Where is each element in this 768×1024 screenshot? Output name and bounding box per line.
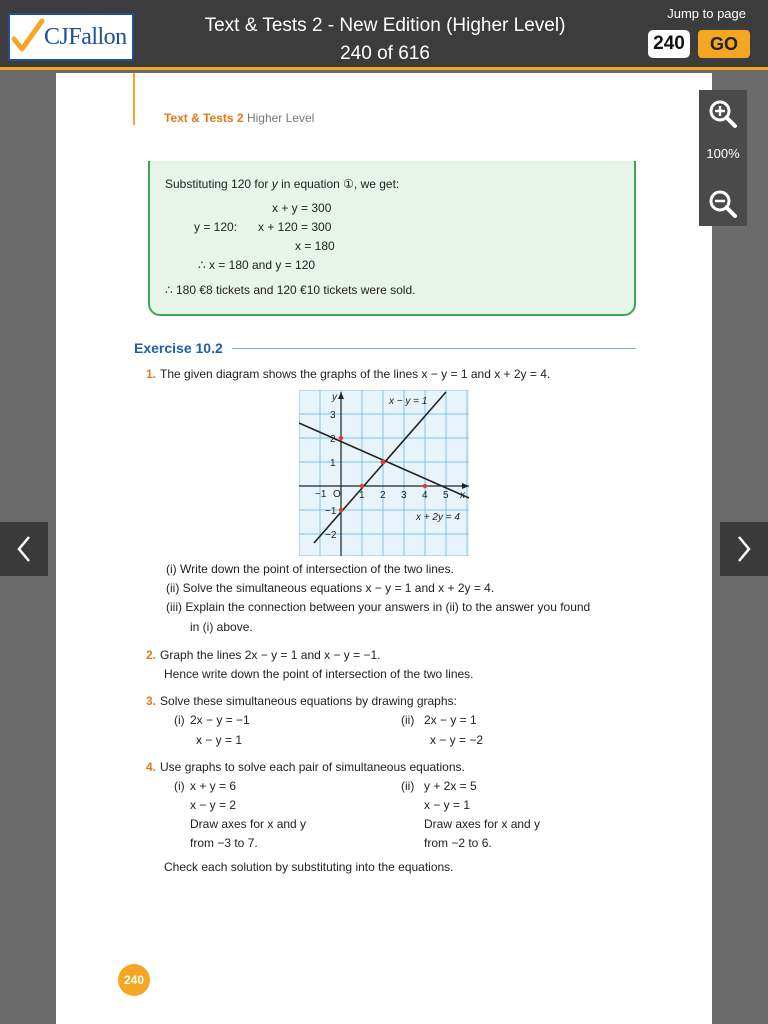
jump-to-page-label: Jump to page <box>667 6 746 21</box>
book-title: Text & Tests 2 - New Edition (Higher Level) <box>204 15 566 36</box>
y-tick-2: 2 <box>330 434 336 445</box>
line-label-x-plus-2y: x + 2y = 4 <box>416 512 460 523</box>
question-2-line-2: Hence write down the point of intersection of the two lines. <box>164 667 474 681</box>
page-position: 240 of 616 <box>340 43 430 64</box>
x-tick-5: 5 <box>443 490 449 501</box>
origin-label: O <box>333 489 341 500</box>
y-tick-3: 3 <box>330 410 336 421</box>
checkmark-icon <box>10 15 46 59</box>
jump-page-input[interactable]: 240 <box>648 30 690 58</box>
question-4-ii-eq2: x − y = 1 <box>424 798 471 812</box>
question-4-text: Use graphs to solve each pair of simultaneous equations. <box>160 760 465 774</box>
intercept-point <box>339 508 343 512</box>
chevron-right-icon <box>735 534 753 564</box>
x-tick-2: 2 <box>380 490 386 501</box>
exercise-rule <box>232 348 636 349</box>
book-title-block <box>160 12 610 68</box>
x-tick-1: 1 <box>359 490 365 501</box>
question-4 <box>146 760 465 774</box>
y-tick-1: 1 <box>330 458 336 469</box>
line-label-x-minus-y: x − y = 1 <box>389 396 428 407</box>
question-3-number: 3. <box>146 694 157 708</box>
solution-line-1: x + y = 300 <box>272 201 332 215</box>
zoom-out-button[interactable] <box>699 182 747 226</box>
zoom-level: 100% <box>706 146 740 161</box>
question-3-i-label: (i) <box>174 713 185 727</box>
top-toolbar <box>0 0 768 70</box>
question-4-i-label: (i) <box>174 779 185 793</box>
book-page <box>56 73 712 1024</box>
question-1-part-iii: (iii) Explain the connection between your answers in (ii) to the answer you found <box>166 600 591 614</box>
go-button[interactable]: GO <box>698 30 750 58</box>
previous-page-button[interactable] <box>0 522 48 576</box>
question-1-part-iii-cont: in (i) above. <box>190 620 253 634</box>
next-page-button[interactable] <box>720 522 768 576</box>
y-tick-neg-2: −2 <box>325 530 337 541</box>
question-3 <box>146 694 457 708</box>
chevron-left-icon <box>15 534 33 564</box>
running-head-level: Higher Level <box>246 111 315 125</box>
question-1 <box>146 367 550 381</box>
logo-text: CJFallon <box>44 23 127 50</box>
running-head-title: Text & Tests 2 <box>164 111 244 125</box>
solution-line-5: ∴ 180 €8 tickets and 120 €10 tickets were sold. <box>165 283 416 297</box>
exercise-title: Exercise 10.2 <box>134 340 223 356</box>
question-1-part-ii: (ii) Solve the simultaneous equations x − y = 1 and x + 2y = 4. <box>166 581 495 595</box>
intercept-point <box>423 484 427 488</box>
zoom-in-button[interactable] <box>699 92 747 136</box>
question-4-i-eq1: x + y = 6 <box>190 779 237 793</box>
x-tick-3: 3 <box>401 490 407 501</box>
zoom-out-icon <box>708 189 738 219</box>
x-tick-neg-1: −1 <box>315 489 327 500</box>
question-2-text: Graph the lines 2x − y = 1 and x − y = −1. <box>160 648 381 662</box>
question-3-i-eq2: x − y = 1 <box>196 733 243 747</box>
margin-rule <box>133 73 135 125</box>
page-number-badge: 240 <box>118 964 150 996</box>
x-tick-4: 4 <box>422 490 428 501</box>
question-4-check: Check each solution by substituting into the equations. <box>164 860 454 874</box>
intercept-point <box>339 436 343 440</box>
question-4-number: 4. <box>146 760 157 774</box>
intersection-point <box>381 460 386 465</box>
x-axis-label: x <box>460 490 465 501</box>
question-2 <box>146 648 381 662</box>
solution-intro: Substituting 120 for y in equation ①, we get: <box>165 177 400 191</box>
solution-line-4: ∴ x = 180 and y = 120 <box>198 258 316 272</box>
question-1-text: The given diagram shows the graphs of the lines x − y = 1 and x + 2y = 4. <box>160 367 551 381</box>
question-4-i-eq2: x − y = 2 <box>190 798 237 812</box>
question-1-part-i: (i) Write down the point of intersection of the two lines. <box>166 562 454 576</box>
question-4-i-axes: Draw axes for x and y <box>190 817 307 831</box>
question-4-ii-eq1: y + 2x = 5 <box>424 779 477 793</box>
zoom-panel <box>699 90 747 226</box>
solution-intro-b: in equation ①, we get: <box>281 177 400 191</box>
question-4-ii-range: from −2 to 6. <box>424 836 492 850</box>
y-axis-label: y <box>332 392 337 403</box>
question-3-i-eq1: 2x − y = −1 <box>190 713 250 727</box>
question-3-text: Solve these simultaneous equations by drawing graphs: <box>160 694 457 708</box>
line-graph <box>299 390 469 556</box>
solution-intro-a: Substituting 120 for <box>165 177 269 191</box>
question-4-ii-label: (ii) <box>401 779 415 793</box>
worked-solution-box <box>148 161 636 316</box>
question-3-ii-label: (ii) <box>401 713 415 727</box>
question-3-ii-eq1: 2x − y = 1 <box>424 713 477 727</box>
question-4-ii-axes: Draw axes for x and y <box>424 817 541 831</box>
zoom-in-icon <box>708 99 738 129</box>
question-1-number: 1. <box>146 367 157 381</box>
question-2-number: 2. <box>146 648 157 662</box>
solution-line-2: x + 120 = 300 <box>258 220 332 234</box>
question-3-ii-eq2: x − y = −2 <box>430 733 484 747</box>
y-tick-neg-1: −1 <box>325 506 337 517</box>
solution-line-2-label: y = 120: <box>194 220 238 234</box>
intercept-point <box>360 484 364 488</box>
solution-line-3: x = 180 <box>295 239 335 253</box>
question-4-i-range: from −3 to 7. <box>190 836 258 850</box>
running-head <box>164 111 314 125</box>
cjfallon-logo[interactable] <box>8 13 134 61</box>
